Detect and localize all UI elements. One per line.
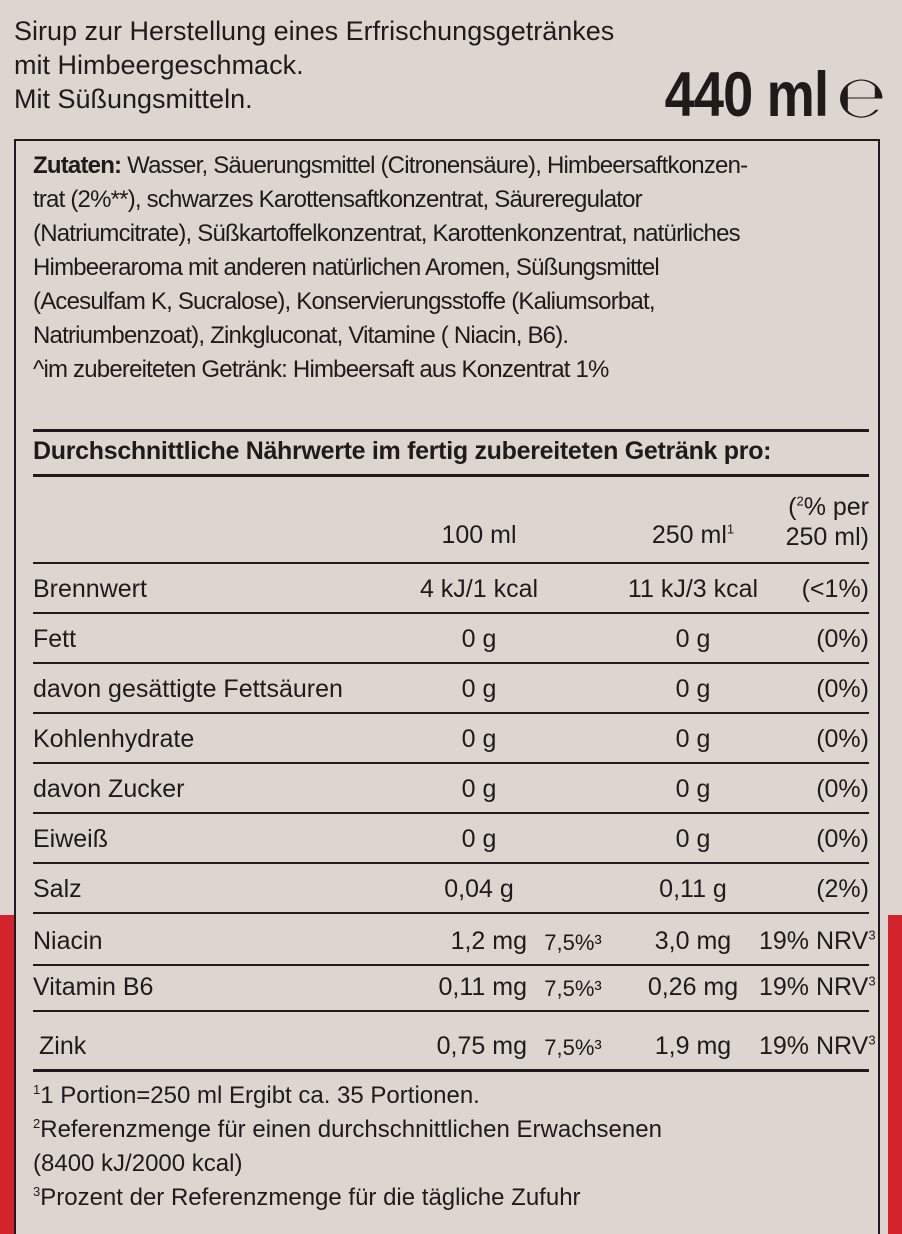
ingredients-line-5: (Acesulfam K, Sucralose), Konservierungsstoffe (Kaliumsorbat, (33, 288, 655, 315)
description-line-3: Mit Süßungsmitteln. (14, 84, 253, 114)
nutrition-row (33, 764, 869, 814)
value-250ml: 0 g (675, 775, 711, 803)
value-100ml: 0 g (461, 625, 497, 653)
volume-label (638, 60, 886, 131)
ingredients-line-1: Wasser, Säuerungsmittel (Citronensäure), Himbeersaftkonzen- (121, 152, 748, 179)
nutrient-name: Salz (33, 875, 82, 903)
vitamin-row (33, 966, 876, 1012)
nutrition-title: Durchschnittliche Nährwerte im fertig zubereiteten Getränk pro: (33, 437, 772, 465)
value-100ml: 1,2 mg (450, 927, 527, 955)
nutrition-row (33, 864, 869, 914)
footnote-2-continued: (8400 kJ/2000 kcal) (33, 1150, 243, 1177)
reference-percent: (0%) (816, 675, 869, 703)
reference-percent: (2%) (816, 875, 869, 903)
nutrient-name: Niacin (33, 927, 103, 955)
value-250ml: 1,9 mg (654, 1032, 732, 1060)
value-100ml: 0,04 g (444, 875, 514, 903)
reference-percent: (<1%) (801, 575, 869, 603)
nutrient-name: davon gesättigte Fettsäuren (33, 675, 343, 703)
footnotes (33, 1079, 869, 1215)
value-250ml: 0 g (675, 725, 711, 753)
vitamin-row (33, 914, 876, 966)
value-250ml: 0 g (675, 675, 711, 703)
nutrient-name: davon Zucker (33, 775, 185, 803)
estimated-sign-icon: ℮ (836, 63, 886, 131)
nutrient-name: Eiweiß (33, 825, 109, 853)
red-edge-left (0, 915, 14, 1234)
ingredients-footnote: ^im zubereiteten Getränk: Himbeersaft aus Konzentrat 1% (33, 356, 609, 383)
value-250ml: 11 kJ/3 kcal (627, 575, 759, 603)
ingredients-line-4: Himbeeraroma mit anderen natürlichen Aromen, Süßungsmittel (33, 254, 659, 281)
nutrient-name: Brennwert (33, 575, 147, 603)
nutrient-name: Vitamin B6 (33, 973, 154, 1001)
value-250ml: 0 g (675, 625, 711, 653)
ingredients-line-6: Natriumbenzoat), Zinkgluconat, Vitamine ( Niacin, B6). (33, 322, 569, 349)
value-100ml: 0 g (461, 675, 497, 703)
value-250ml: 3,0 mg (654, 927, 732, 955)
footnote-2: $^2$Referenzmenge für einen durchschnittlichen Erwachsenen (33, 1116, 662, 1143)
value-250ml: 0 g (675, 825, 711, 853)
ingredients-line-2: trat (2%**), schwarzes Karottensaftkonzentrat, Säureregulator (33, 186, 642, 213)
ingredients-label: Zutaten: (33, 152, 122, 179)
column-header-250ml: 250 $ml^1$ (651, 521, 735, 549)
product-header (14, 14, 888, 129)
nutrition-row (33, 814, 869, 864)
reference-percent-100ml: 7,5%³ (544, 976, 602, 1001)
nutrition-row (33, 664, 869, 714)
nutrition-row (33, 714, 869, 764)
value-250ml: 0,11 g (659, 875, 727, 903)
value-250ml: 0,26 mg (647, 973, 739, 1001)
reference-percent-100ml: 7,5%³ (544, 930, 602, 955)
description-line-2: mit Himbeergeschmack. (14, 50, 304, 80)
value-100ml: 0 g (461, 825, 497, 853)
description-line-1: Sirup zur Herstellung eines Erfrischungsgetränkes (14, 16, 615, 46)
value-100ml: 0,75 mg (436, 1032, 527, 1060)
ingredients-list (33, 149, 871, 387)
red-edge-right (888, 915, 902, 1234)
footnote-1: $^1$1 Portion=250 ml Ergibt ca. 35 Portionen. (33, 1082, 480, 1109)
reference-percent: 19% NRV$^3$ (759, 1032, 876, 1060)
value-100ml: 0 g (461, 725, 497, 753)
reference-percent: (0%) (816, 625, 869, 653)
value-100ml: 0 g (461, 775, 497, 803)
reference-percent: 19% NRV$^3$ (759, 927, 876, 955)
nutrient-name: Fett (33, 625, 77, 653)
footnote-3: $^3$Prozent der Referenzmenge für die tägliche Zufuhr (33, 1184, 581, 1211)
reference-percent-100ml: 7,5%³ (544, 1035, 602, 1060)
volume-value: 440 ml (664, 60, 829, 130)
nutrient-name: Zink (39, 1032, 87, 1060)
reference-percent: (0%) (816, 725, 869, 753)
column-header-percent: ($^2$% per 250 ml) (785, 493, 869, 551)
reference-percent: (0%) (816, 775, 869, 803)
divider-rule (33, 429, 869, 432)
vitamin-row (33, 1012, 876, 1072)
nutrition-header-row (33, 477, 869, 564)
reference-percent: (0%) (816, 825, 869, 853)
value-100ml: 4 kJ/1 kcal (419, 575, 539, 603)
nutrition-row (33, 614, 869, 664)
value-100ml: 0,11 mg (438, 973, 527, 1001)
column-header-100ml: 100 ml (441, 521, 517, 549)
nutrition-row (33, 564, 869, 614)
reference-percent: 19% NRV$^3$ (759, 973, 876, 1001)
label-panel (14, 139, 880, 1234)
nutrient-name: Kohlenhydrate (33, 725, 195, 753)
ingredients-line-3: (Natriumcitrate), Süßkartoffelkonzentrat, Karottenkonzentrat, natürliches (33, 220, 740, 247)
